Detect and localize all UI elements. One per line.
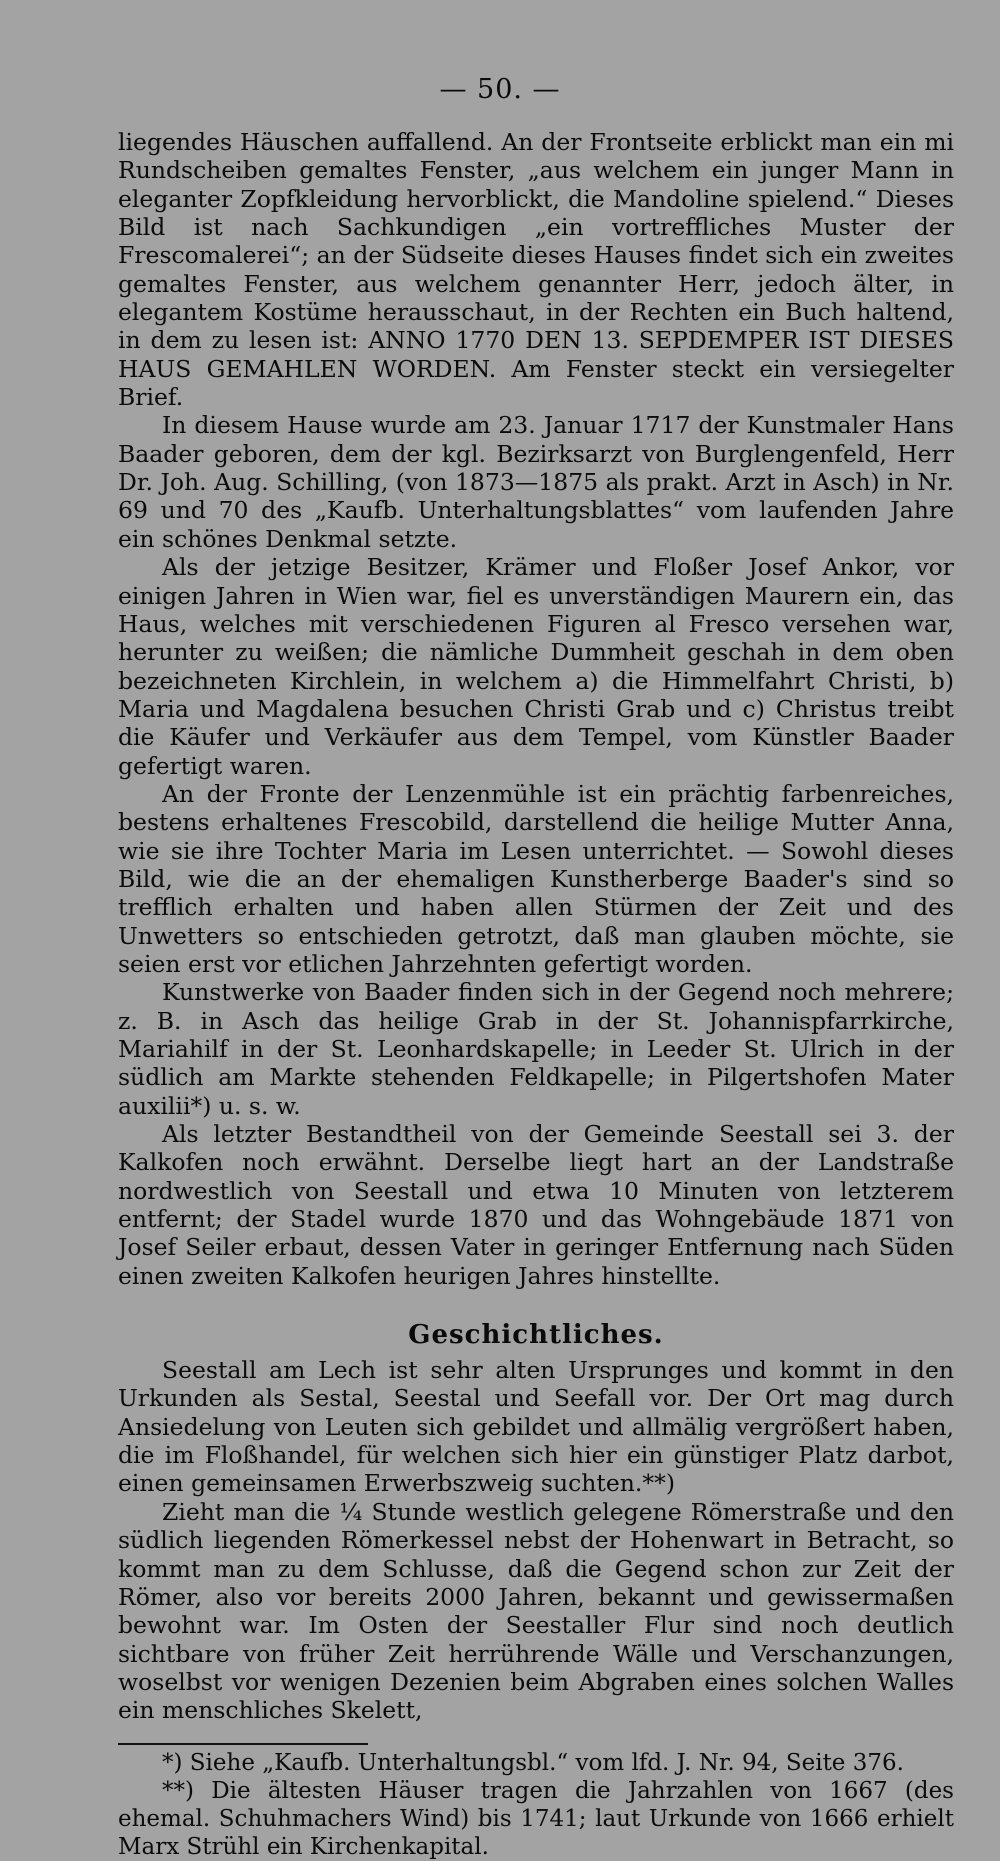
page-body [118, 128, 954, 1861]
paragraph-lenzenmuehle: An der Fronte der Lenzenmühle ist ein prächtig farbenreiches, bestens erhaltenes Frescobild, darstellend die heilige Mutter Anna, wie sie ihre Tochter Maria im Lesen unterrichtet. — Sowohl dieses Bild, wie die an der ehemaligen Kunstherberge Baader's sind so trefflich erhalten und haben allen Stürmen der Zeit und des Unwetters so entschieden getrotzt, daß man glauben möchte, sie seien erst vor etlichen Jahrzehnten gefertigt worden. [118, 779, 954, 978]
paragraph-artworks: Kunstwerke von Baader finden sich in der Gegend noch mehrere; z. B. in Asch das heilige Grab in der St. Johannispfarrkirche, Mariahilf in der St. Leonhardskapelle; in Leeder St. Ulrich in der südlich am Markte stehenden Feldkapelle; in Pilgertshofen Mater auxilii*) u. s. w. [118, 978, 954, 1120]
footnote-2: **) Die ältesten Häuser tragen die Jahrzahlen von 1667 (des ehemal. Schuhmachers Wind) bis 1741; laut Urkunde von 1666 erhielt Marx Strühl ein Kirchenkapital. [118, 1777, 954, 1860]
paragraph-roman-era: Zieht man die ¼ Stunde westlich gelegene Römerstraße und den südlich liegenden Römerkessel nebst der Hohenwart in Betracht, so kommt man zu dem Schlusse, daß die Gegend schon zur Zeit der Römer, also vor bereits 2000 Jahren, bekannt und gewissermaßen bewohnt war. Im Osten der Seestaller Flur sind noch deutlich sichtbare von früher Zeit herrührende Wälle und Verschanzungen, woselbst vor wenigen Dezenien beim Abgraben eines solchen Walles ein menschliches Skelett, [118, 1497, 954, 1725]
section-heading: Geschichtliches. [408, 1320, 664, 1351]
footnotes [118, 1749, 954, 1861]
paragraph-baader-birth: In diesem Hause wurde am 23. Januar 1717 der Kunstmaler Hans Baader geboren, dem der kgl. Bezirksarzt von Burglengenfeld, Herr Dr. Joh. Aug. Schilling, (von 1873—1875 als prakt. Arzt in Asch) in Nr. 69 und 70 des „Kaufb. Unterhaltungsblattes“ vom laufenden Jahre ein schönes Denkmal setzte. [118, 411, 954, 553]
footnote-1: *) Siehe „Kaufb. Unterhaltungsbl.“ vom lfd. J. Nr. 94, Seite 376. [162, 1749, 904, 1776]
paragraph-fresco-windows: liegendes Häuschen auffallend. An der Frontseite erblickt man ein mi Rundscheiben gemaltes Fenster, „aus welchem ein junger Mann in eleganter Zopfkleidung hervorblickt, die Mandoline spielend.“ Dieses Bild ist nach Sachkundigen „ein vortreffliches Muster der Frescomalerei“; an der Südseite dieses Hauses findet sich ein zweites gemaltes Fenster, aus welchem genannter Herr, jedoch älter, in elegantem Kostüme herausschaut, in der Rechten ein Buch haltend, in dem zu lesen ist: ANNO 1770 DEN 13. SEPDEMPER IST DIESES HAUS GEMAHLEN WORDEN. Am Fenster steckt ein versiegelter Brief. [118, 128, 954, 412]
paragraph-owner-ankor: Als der jetzige Besitzer, Krämer und Floßer Josef Ankor, vor einigen Jahren in Wien war, fiel es unverständigen Maurern ein, das Haus, welches mit verschiedenen Figuren al Fresco versehen war, herunter zu weißen; die nämliche Dummheit geschah in dem oben bezeichneten Kirchlein, in welchem a) die Himmelfahrt Christi, b) Maria und Magdalena besuchen Christi Grab und c) Christus treibt die Käufer und Verkäufer aus dem Tempel, vom Künstler Baader gefertigt waren. [118, 553, 954, 780]
page-number-header: — 50. — [439, 74, 561, 105]
paragraph-seestall-origin: Seestall am Lech ist sehr alten Ursprunges und kommt in den Urkunden als Sestal, Seestal und Seefall vor. Der Ort mag durch Ansiedelung von Leuten sich gebildet und allmälig vergrößert haben, die im Floßhandel, für welchen sich hier ein günstiger Platz darbot, einen gemeinsamen Erwerbszweig suchten.**) [118, 1356, 954, 1498]
footnote-divider [118, 1743, 368, 1745]
paragraph-kalkofen: Als letzter Bestandtheil von der Gemeinde Seestall sei 3. der Kalkofen noch erwähnt. Derselbe liegt hart an der Landstraße nordwestlich von Seestall und etwa 10 Minuten von letzterem entfernt; der Stadel wurde 1870 und das Wohngebäude 1871 von Josef Seiler erbaut, dessen Vater in geringer Entfernung nach Süden einen zweiten Kalkofen heurigen Jahres hinstellte. [118, 1120, 954, 1290]
